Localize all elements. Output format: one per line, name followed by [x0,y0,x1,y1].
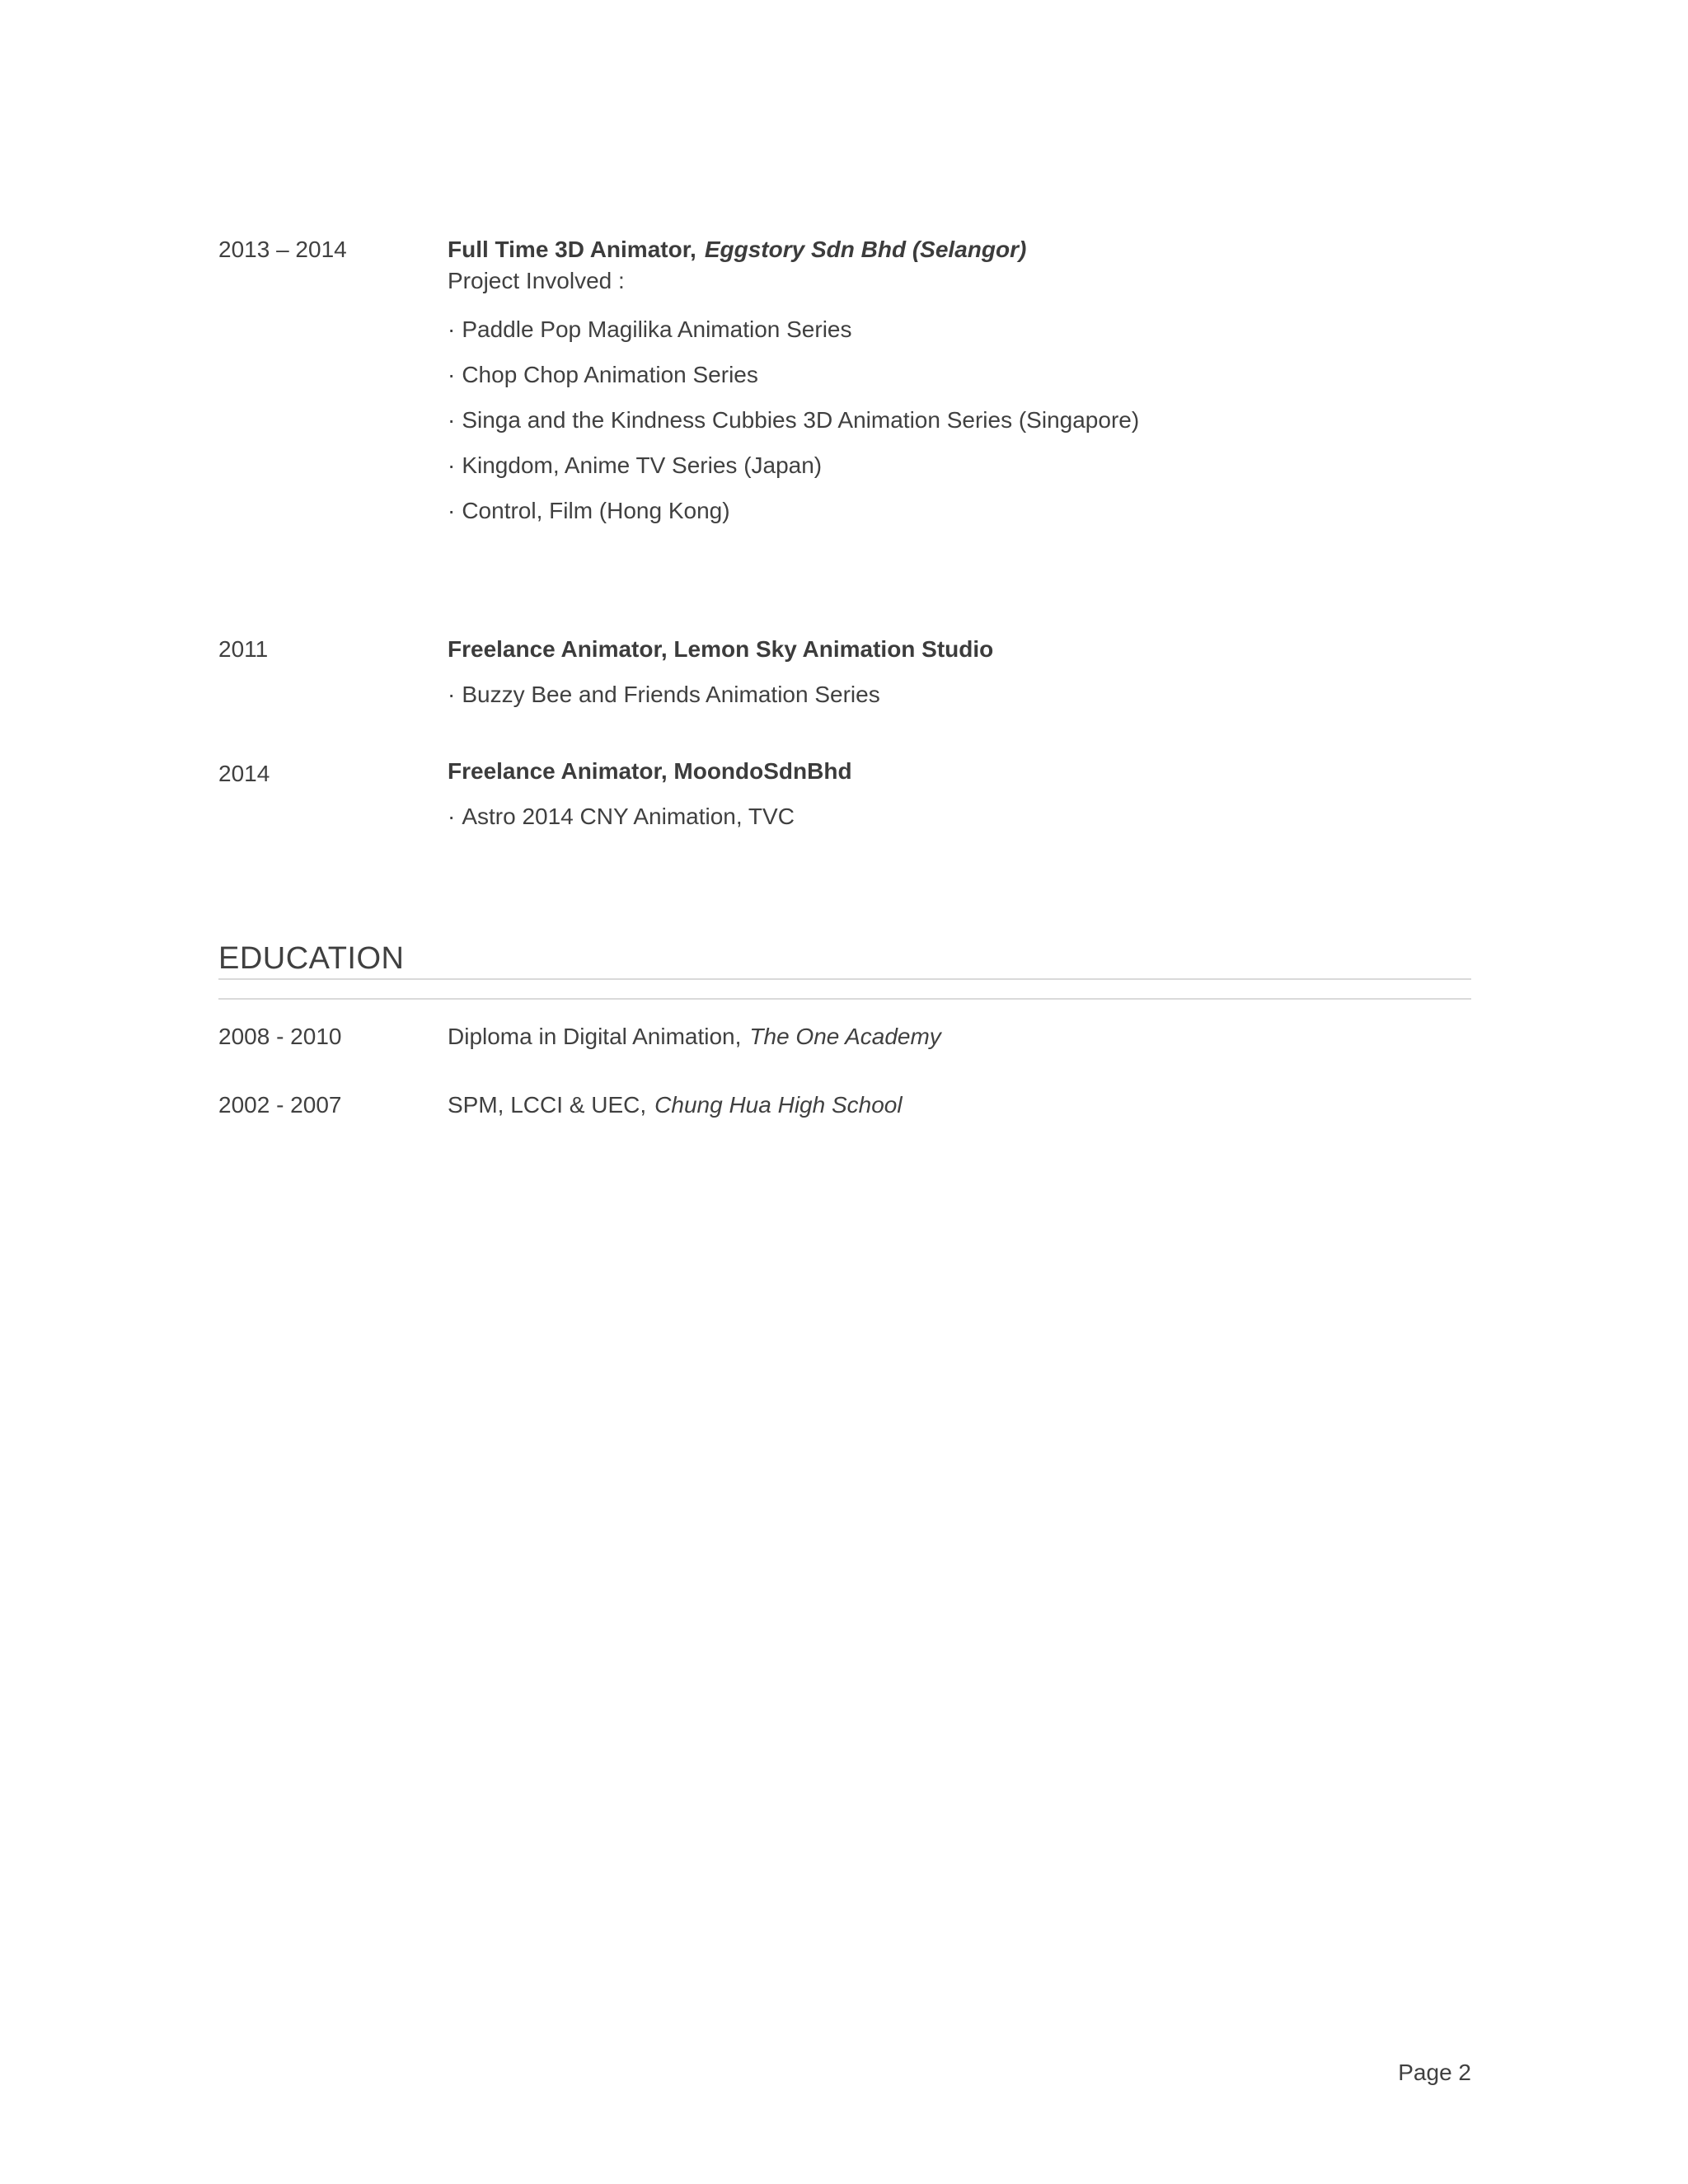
education-school: The One Academy [749,1024,941,1049]
education-qualification: SPM, LCCI & UEC, [448,1092,647,1118]
experience-date: 2014 [218,761,270,786]
page-number: Page 2 [1398,2060,1471,2085]
education-date: 2002 - 2007 [218,1092,342,1118]
education-entry [448,1090,903,1120]
education-date: 2008 - 2010 [218,1024,342,1049]
experience-title [448,235,1026,265]
experience-title [448,757,852,786]
project-item: · Control, Film (Hong Kong) [448,496,730,526]
section-divider [218,998,1471,1000]
experience-subheading: Project Involved : [448,268,625,293]
education-qualification: Diploma in Digital Animation, [448,1024,742,1049]
experience-role: Freelance Animator, Lemon Sky Animation Studio [448,636,994,662]
project-item: · Singa and the Kindness Cubbies 3D Animation Series (Singapore) [448,405,1139,435]
experience-role: Full Time 3D Animator, [448,237,696,262]
education-entry [448,1022,941,1052]
section-divider [218,978,1471,980]
experience-date: 2013 – 2014 [218,237,347,262]
experience-title [448,635,993,664]
experience-company: Eggstory Sdn Bhd (Selangor) [704,237,1027,262]
project-item: · Kingdom, Anime TV Series (Japan) [448,451,822,480]
experience-date: 2011 [218,636,269,662]
project-item: · Paddle Pop Magilika Animation Series [448,315,851,344]
education-heading: EDUCATION [218,941,405,976]
project-item: · Buzzy Bee and Friends Animation Series [448,680,880,710]
project-item: · Astro 2014 CNY Animation, TVC [448,802,795,832]
education-school: Chung Hua High School [654,1092,903,1118]
experience-role: Freelance Animator, MoondoSdnBhd [448,758,852,784]
project-item: · Chop Chop Animation Series [448,360,758,390]
